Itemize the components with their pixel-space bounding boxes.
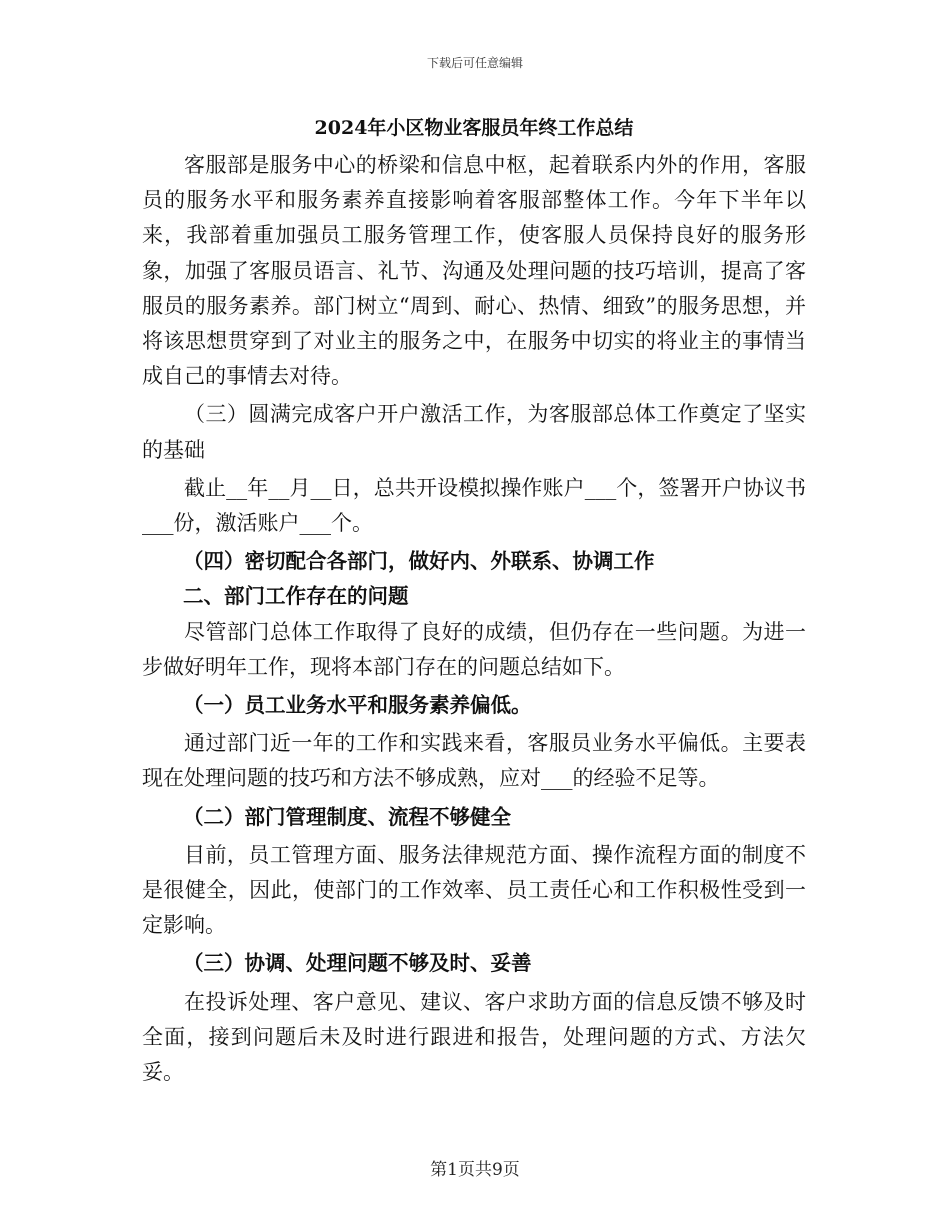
page-number: 第1页共9页 (430, 1160, 520, 1180)
paragraph-problems-intro: 尽管部门总体工作取得了良好的成绩，但仍存在一些问题。为进一步做好明年工作，现将本部门存在的问题总结如下。 (142, 619, 806, 679)
document-body (142, 110, 806, 1090)
paragraph-section-3-open-accounts: （三）圆满完成客户开户激活工作，为客服部总体工作奠定了坚实的基础 (142, 402, 806, 462)
paragraph-account-stats: 截止__年__月__日，总共开设模拟操作账户___个，签署开户协议书___份，激活账户___个。 (142, 475, 806, 536)
paragraph-problem-2: 目前，员工管理方面、服务法律规范方面、操作流程方面的制度不是很健全，因此，使部门的工作效率、员工责任心和工作积极性受到一定影响。 (142, 842, 806, 938)
heading-problem-1: （一）员工业务水平和服务素养偏低。 (183, 693, 532, 718)
paragraph-intro: 客服部是服务中心的桥梁和信息中枢，起着联系内外的作用，客服员的服务水平和服务素养直接影响着客服部整体工作。今年下半年以来，我部着重加强员工服务管理工作，使客服人员保持良好的服务形象，加强了客服员语言、礼节、沟通及处理问题的技巧培训，提高了客服员的服务素养。部门树立“周到、耐心、热情、细致”的服务思想，并将该思想贯穿到了对业主的服务之中，在服务中切实的将业主的事情当成自己的事情去对待。 (142, 153, 806, 389)
heading-problem-2: （二）部门管理制度、流程不够健全 (183, 804, 511, 829)
paragraph-problem-1: 通过部门近一年的工作和实践来看，客服员业务水平偏低。主要表现在处理问题的技巧和方法不够成熟，应对___的经验不足等。 (142, 731, 806, 791)
heading-problems: 二、部门工作存在的问题 (183, 584, 409, 609)
header-note: 下载后可任意编辑 (426, 56, 523, 70)
heading-section-4: （四）密切配合各部门，做好内、外联系、协调工作 (183, 549, 655, 574)
paragraph-problem-3: 在投诉处理、客户意见、建议、客户求助方面的信息反馈不够及时全面，接到问题后未及时进行跟进和报告，处理问题的方式、方法欠妥。 (142, 989, 806, 1085)
document-title: 2024年小区物业客服员年终工作总结 (314, 117, 634, 139)
heading-problem-3: （三）协调、处理问题不够及时、妥善 (183, 951, 532, 976)
